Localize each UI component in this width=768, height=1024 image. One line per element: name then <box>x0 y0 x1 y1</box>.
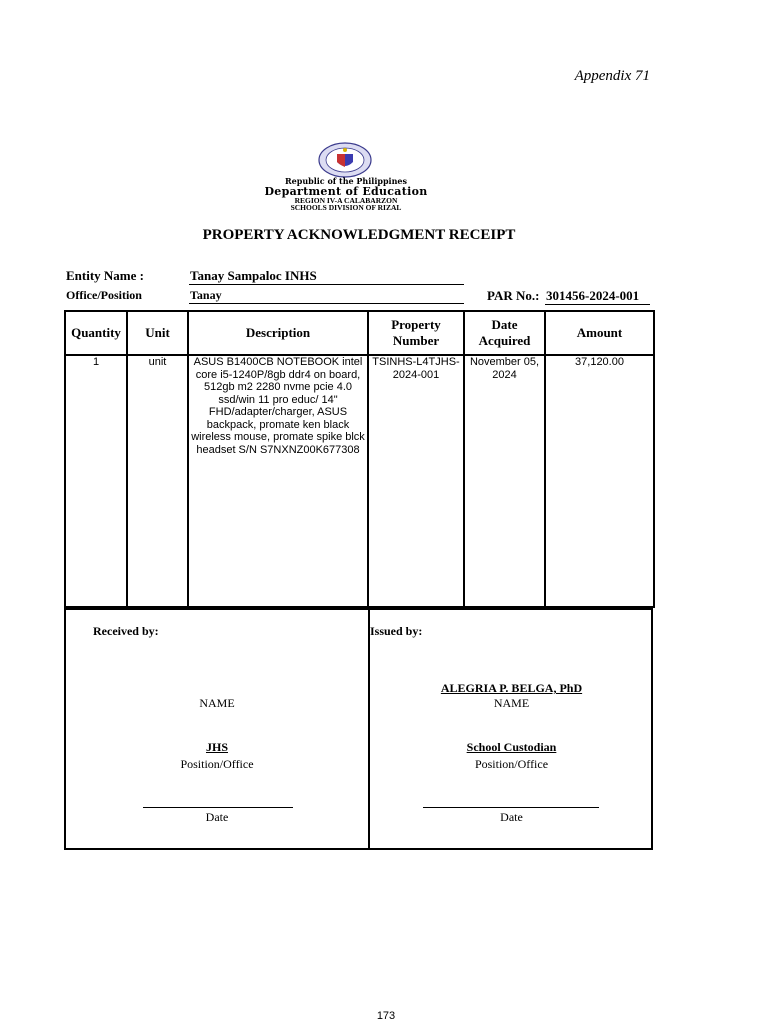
header-line2: Department of Education <box>264 185 428 198</box>
cell-amount: 37,120.00 <box>545 355 654 607</box>
header-line4: SCHOOLS DIVISION OF RIZAL <box>290 203 402 212</box>
issued-by-section <box>368 608 653 850</box>
received-name-label: NAME <box>199 696 235 710</box>
cell-date-acquired: November 05, 2024 <box>464 355 545 607</box>
col-unit-header: Unit <box>127 311 188 355</box>
col-amount-header: Amount <box>545 311 654 355</box>
issued-position-label: Position/Office <box>474 757 549 771</box>
par-value: 301456-2024-001 <box>545 288 650 305</box>
entity-name-value: Tanay Sampaloc INHS <box>189 268 464 285</box>
entity-name-label: Entity Name : <box>66 268 144 283</box>
par-label: PAR No.: <box>487 288 540 303</box>
received-by-section <box>64 608 370 850</box>
col-date-acquired-header: Date Acquired <box>464 311 545 355</box>
issued-date-line <box>423 807 599 808</box>
issued-position: School Custodian <box>466 740 557 754</box>
issued-name: ALEGRIA P. BELGA, PhD <box>440 681 583 695</box>
received-position: JHS <box>205 740 228 754</box>
issued-name-label: NAME <box>493 696 530 710</box>
cell-unit: unit <box>127 355 188 607</box>
cell-description: ASUS B1400CB NOTEBOOK intel core i5-1240P/8gb ddr4 on board, 512gb m2 2280 nvme pcie 4.0 ssd/win 11 pro educ/ 14" FHD/adapter/charger, ASUS backpack, promate ken black wireless mouse, promate spike blck headset S/N S7NXNZ00K677308 <box>188 355 368 607</box>
table-row <box>65 355 654 607</box>
page-number: 173 <box>376 1010 396 1022</box>
cell-property-number: TSINHS-L4TJHS-2024-001 <box>368 355 464 607</box>
header-line3: REGION IV-A CALABARZON <box>294 196 398 205</box>
received-by-label: Received by: <box>93 624 159 638</box>
received-date-line <box>143 807 293 808</box>
table-header-row <box>65 311 654 355</box>
cell-quantity: 1 <box>65 355 127 607</box>
received-date-label: Date <box>205 810 229 824</box>
col-description-header: Description <box>188 311 368 355</box>
office-position-value: Tanay <box>189 288 464 304</box>
items-table <box>64 310 655 608</box>
issued-by-label: Issued by: <box>370 624 423 638</box>
office-position-label: Office/Position <box>66 288 142 302</box>
header-line1: Republic of the Philippines <box>284 176 407 186</box>
col-quantity-header: Quantity <box>65 311 127 355</box>
appendix-label: Appendix 71 <box>574 68 650 84</box>
issued-date-label: Date <box>500 810 523 824</box>
received-position-label: Position/Office <box>180 757 254 771</box>
document-title: PROPERTY ACKNOWLEDGMENT RECEIPT <box>202 227 516 243</box>
deped-seal-icon <box>318 142 372 178</box>
col-property-number-header: Property Number <box>368 311 464 355</box>
